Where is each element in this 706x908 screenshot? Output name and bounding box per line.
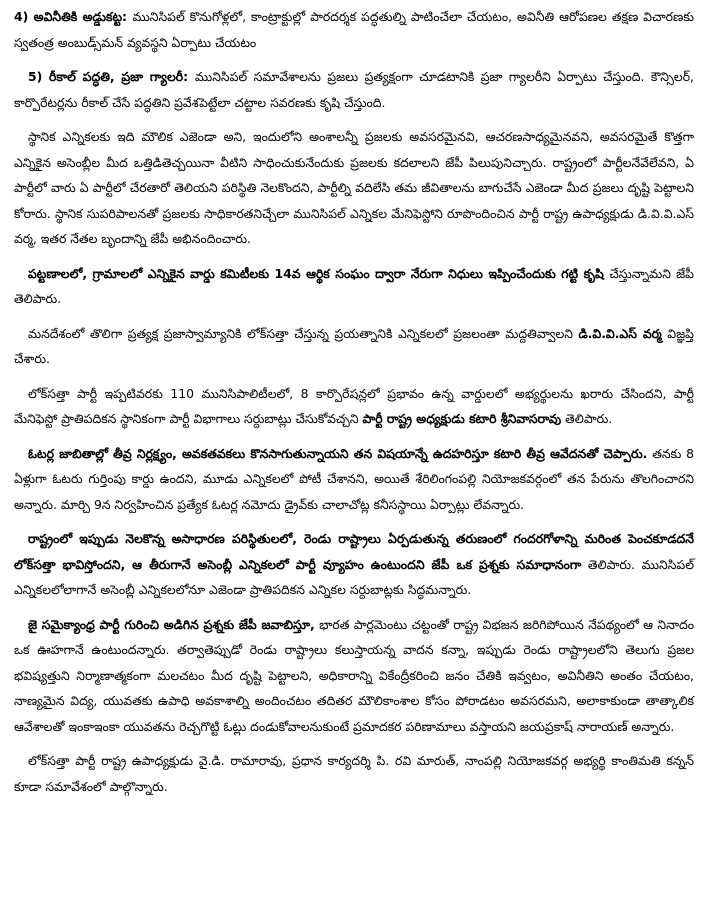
paragraph-text: లోక్‌సత్తా పార్టీ రాష్ట్ర ఉపాధ్యక్షుడు వై.డి. రామారావు, ప్రధాన కార్యదర్శి పి. రవి మారుత్, నాంపల్లి నియోజకవర్గ అభ్యర్థి కాంతిమతి కన్నన్ కూడా సమావేశంలో పాల్గొన్నారు. bbox=[14, 753, 694, 794]
bold-text: ఓటర్ల జాబితాల్లో తీవ్ర నిర్లక్ష్యం, అవకతవకలు కొనసాగుతున్నాయని తన విషయాన్నే ఉదహరిస్తూ కటారి తీవ్ర ఆవేదనతో చెప్పారు. bbox=[28, 445, 648, 461]
paragraph-anti-corruption bbox=[14, 4, 694, 55]
paragraph-candidates bbox=[14, 381, 694, 432]
paragraph-jai-samaikyandhra bbox=[14, 612, 694, 740]
paragraph-text: మునిసిపల్ కొనుగోళ్లలో, కాంట్రాక్టుల్లో పారదర్శక పద్ధతుల్ని పాటించేలా చేయటం, అవినీతి ఆరోపణల తక్షణ విచారణకు స్వతంత్ర అంబుడ్స్‌మన్ వ్యవస్థని ఏర్పాటు చేయటం bbox=[14, 9, 694, 50]
paragraph-attendees bbox=[14, 748, 694, 799]
paragraph-text: తనకు 8 ఏళ్లుగా ఓటరు గుర్తింపు కార్డు ఉందని, మూడు ఎన్నికలలో పోటీ చేశానని, అయితే శేరిలింగంపల్లి నియోజకవర్గంలో తన పేరును తొలగించారని అన్నారు. మార్చి 9న నిర్వహించిన ప్రత్యేక ఓటర్ల నమోదు డ్రైవ్‌కు చాలాచోట్ల కనీసస్థాయి ఏర్పాట్లు లేవన్నారు. bbox=[14, 445, 694, 512]
paragraph-local-agenda bbox=[14, 124, 694, 252]
bold-text: పట్టణాలలో, గ్రామాలలో ఎన్నికైన వార్డు కమిటీలకు 14వ ఆర్థిక సంఘం ద్వారా నేరుగా నిధులు ఇప్పించేందుకు గట్టి కృషి bbox=[28, 265, 610, 281]
bold-text: పార్టీ రాష్ట్ర అధ్యక్షుడు కటారి శ్రీనివాసరావు bbox=[362, 411, 562, 426]
bold-text: రాష్ట్రంలో ఇప్పుడు నెలకొన్న అసాధారణ పరిస్థితులలో, రెండు రాష్ట్రాలు ఏర్పడుతున్న తరుణంలో గందరగోళాన్ని మరింత పెంచకూడదనే లోక్‌సత్తా భావిస్తోందని, ఆ తీరుగానే అసెంబ్లీ ఎన్నికలలో పార్టీ వ్యూహం ఉంటుందని జేపీ ఒక ప్రశ్నకు సమాధానంగా bbox=[14, 531, 694, 572]
bold-text: జై సమైక్యాంధ్ర పార్టీ గురించి అడిగిన ప్రశ్నకు జేపీ జవాబిస్తూ, bbox=[28, 616, 315, 632]
paragraph-direct-democracy bbox=[14, 321, 694, 372]
paragraph-text: తెలిపారు. bbox=[561, 411, 613, 426]
paragraph-ward-committees bbox=[14, 261, 694, 312]
paragraph-text: భారత పార్లమెంటు చట్టంతో రాష్ట్ర విభజన జరిగిపోయిన నేపథ్యంలో ఆ నినాదం ఒక ఊహగానే ఉంటుందన్నారు. తర్వాతెప్పుడో రెండు రాష్ట్రాలు కలుస్తాయన్న వాదన కన్నా, ఇప్పుడు రెండు రాష్ట్రాలలోని తెలుగు ప్రజల భవిష్యత్తుని నిర్మాణాత్మకంగా మలచటం మీద దృష్టి పెట్టాలని, అధికారాన్ని వికేంద్రీకరించి జనం చేతికి ఇవ్వటం, అవినీతిని అంతం చేయటం, నాణ్యమైన విద్య, యువతకు ఉపాధి అవకాశాల్ని అందించటం తదితర మౌలికాంశాల కోసం పోరాడటం అవసరమని, అలాకాకుండా తాత్కాలిక ఆవేశాలతో ఇంకాఇంకా యువతను రెచ్చగొట్టి ఓట్లు దండుకోవాలనుకుంటే ప్రమాదకర పరిణామాలు వస్తాయని జయప్రకాష్ నారాయణ్ అన్నారు. bbox=[14, 616, 694, 734]
bold-text: డి.వి.వి.ఎస్ వర్మ bbox=[578, 325, 662, 341]
paragraph-state-situation bbox=[14, 526, 694, 603]
paragraph-text: చేస్తున్నామని జేపీ తెలిపారు. bbox=[14, 265, 694, 306]
paragraph-text: లోక్‌సత్తా పార్టీ ఇప్పటివరకు 110 మునిసిపాలిటీలలో, 8 కార్పొరేషన్లలో ప్రభావం ఉన్న వార్డులలో అభ్యర్థులను ఖరారు చేసిందని, పార్టీ మేనిఫెస్టో ప్రాతిపదికన స్థానికంగా పార్టీ విభాగాలు సర్దుబాట్లు చేసుకోవచ్చని bbox=[14, 385, 694, 426]
paragraph-text: తెలిపారు. మునిసిపల్ ఎన్నికలలోలాగానే అసెంబ్లీ ఎన్నికలలోనూ ఎజెండా ప్రాతిపదికన ఎన్నికల సర్దుబాట్లకు సిద్ధమన్నారు. bbox=[14, 556, 694, 597]
heading-anti-corruption: 4) అవినీతికి అడ్డుకట్ట: bbox=[14, 9, 133, 24]
paragraph-text: మునిసిపల్ సమావేశాలను ప్రజలు ప్రత్యక్షంగా చూడటానికి ప్రజా గ్యాలరీని ఏర్పాటు చేస్తుంది. కౌన్సిలర్, కార్పొరేటర్లను రీకాల్ చేసే పద్ధతిని ప్రవేశపెట్టేలా చట్టాల సవరణకు కృషి చేస్తుంది. bbox=[14, 69, 694, 110]
paragraph-voter-lists bbox=[14, 441, 694, 518]
paragraph-text: విజ్ఞప్తి చేశారు. bbox=[14, 325, 694, 366]
paragraph-text: మనదేశంలో తొలిగా ప్రత్యక్ష ప్రజాస్వామ్యానికి లోక్‌సత్తా చేస్తున్న ప్రయత్నానికి ఎన్నికలలో ప్రజలంతా మద్దతివ్వాలని bbox=[28, 325, 579, 341]
paragraph-recall-gallery bbox=[14, 64, 694, 115]
heading-recall-gallery: 5) రీకాల్ పద్ధతి, ప్రజా గ్యాలరీ: bbox=[28, 69, 195, 84]
paragraph-text: స్థానిక ఎన్నికలకు ఇది మౌలిక ఎజెండా అని, ఇందులోని అంశాలన్నీ ప్రజలకు అవసరమైనవి, ఆచరణసాధ్యమైనవని, అవసరమైతే కొత్తగా ఎన్నికైన అసెంబ్లీల మీద ఒత్తిడితెచ్చయినా వీటిని సాధించుకునేందుకు ప్రజలకు కదలాలని జేపీ పిలుపునిచ్చారు. రాష్ట్రంలో పార్టీలనేవేలేవని, ఏ పార్టీలో వారు ఏ పార్టీలో చేరతారో తెలియని పరిస్థితి నెలకొందని, పార్టీల్ని వదిలేసి తమ జీవితాలను బాగుచేసే ఎజెండా మీద ప్రజలు దృష్టి పెట్టాలని కోరారు. స్థానిక సుపరిపాలనతో ప్రజలకు సాధికారతనిచ్చేలా మునిసిపల్ ఎన్నికల మేనిఫెస్టోని రూపొందించిన పార్టీ రాష్ట్ర ఉపాధ్యక్షుడు డి.వి.వి.ఎస్ వర్మ, ఇతర నేతల బృందాన్ని జేపీ అభినందించారు. bbox=[14, 129, 694, 246]
